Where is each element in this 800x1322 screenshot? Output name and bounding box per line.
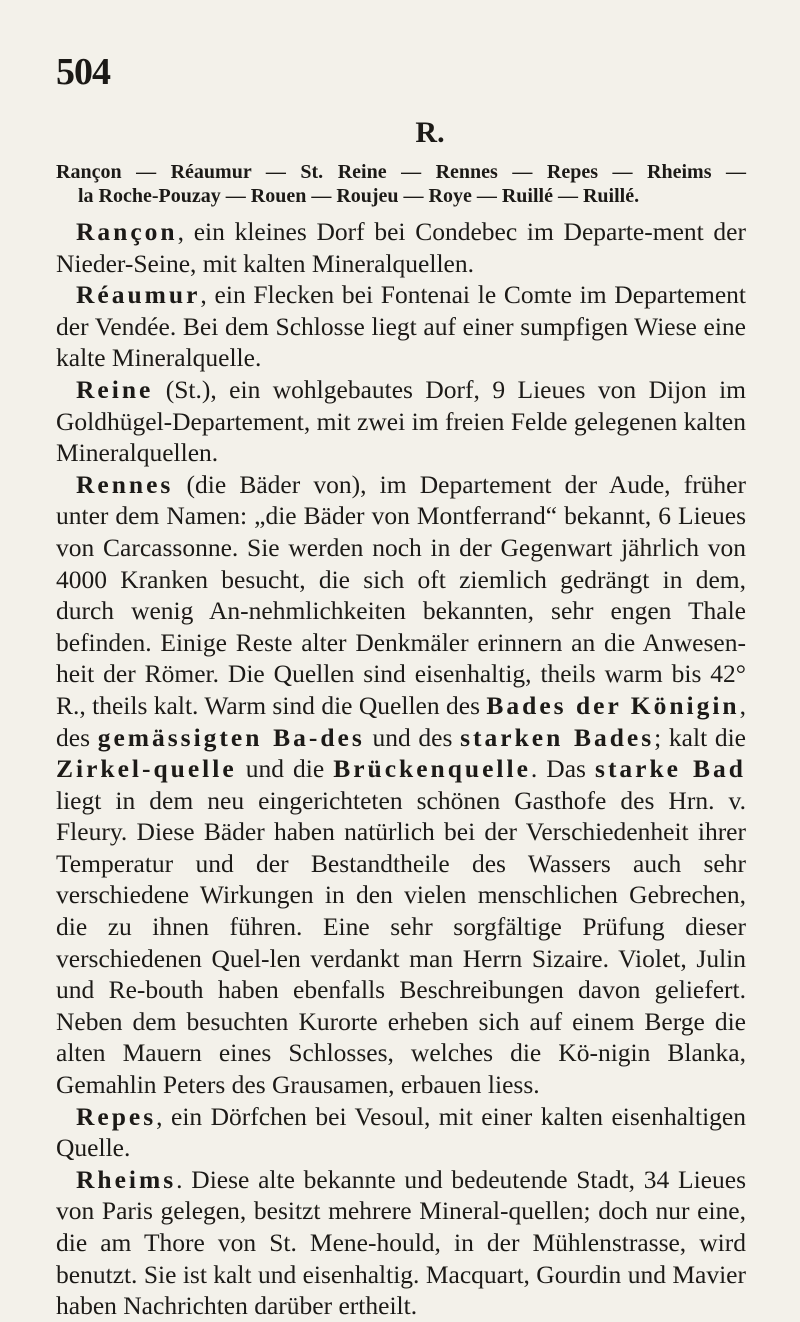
entry-text: (St.), ein wohlgebautes Dorf, 9 Lieues von Dijon im Goldhügel-Departement, mit zwei im freien Felde gelegenen kalten Mineralquellen. — [56, 374, 746, 468]
entry-term: Réaumur — [76, 280, 201, 310]
entry-text: ; kalt die — [654, 722, 746, 752]
entry-reaumur — [56, 279, 746, 374]
entry-rheims — [56, 1164, 746, 1322]
body-text — [56, 216, 746, 1322]
running-header — [56, 160, 746, 208]
page-number: 504 — [56, 51, 110, 93]
entry-reine — [56, 374, 746, 469]
entry-term: Rheims — [76, 1164, 177, 1194]
entry-rancon — [56, 216, 746, 279]
running-header-line-2: la Roche-Pouzay — Rouen — Roujeu — Roye — Ruillé — Ruillé. — [78, 185, 640, 207]
entry-text: und die — [236, 754, 334, 784]
entry-term: Repes — [76, 1101, 157, 1131]
entry-repes — [56, 1101, 746, 1164]
entry-term: Rançon — [76, 217, 178, 246]
entry-text: , ein Flecken bei Fontenai le Comte im Departement der Vendée. Bei dem Schlosse liegt auf einer sumpfigen Wiese eine kalte Mineralquelle. — [56, 280, 746, 373]
entry-rennes — [56, 469, 746, 1101]
entry-text: (die Bäder von), im Departement der Aude, früher unter dem Namen: „die Bäder von Montferrand“ bekannt, 6 Lieues von Carcassonne. Sie werden noch in der Gegenwart jährlich von 4000 Kranken besucht, die sich oft ziemlich gedrängt in dem, durch wenig An-nehmlichkeiten bekannten, sehr engen Thale befinden. Einige Reste alter Denkmäler erinnern an die Anwesen-heit der Römer. Die Quellen sind eisenhaltig, theils warm bis 42° R., theils kalt. Warm sind die Quellen des — [56, 469, 746, 720]
spaced-term: starke Bad — [595, 754, 746, 784]
spaced-term: Zirkel-quelle — [56, 754, 237, 784]
entry-text: liegt in dem neu eingerichteten schönen Gasthofe des Hrn. v. Fleury. Diese Bäder haben natürlich bei der Verschiedenheit ihrer Temperatur und der Bestandtheile des Wassers auch sehr verschiedene Wirkungen in den vielen menschlichen Gebrechen, die zu ihnen führen. Eine sehr sorgfältige Prüfung dieser verschiedenen Quel-len verdankt man Herrn Sizaire. Violet, Julin und Re-bouth haben ebenfalls Beschreibungen davon geliefert. Neben dem besuchten Kurorte erheben sich auf einem Berge die alten Mauern eines Schlosses, welches die Kö-nigin Blanka, Gemahlin Peters des Grausamen, erbauen liess. — [56, 785, 746, 1100]
entry-text: , des — [56, 690, 746, 752]
entry-text: und des — [364, 722, 461, 752]
spaced-term: Bades der Königin — [486, 690, 740, 720]
entry-text: , ein Dörfchen bei Vesoul, mit einer kalten eisenhaltigen Quelle. — [56, 1101, 746, 1163]
entry-term: Rennes — [76, 469, 174, 499]
section-letter: R. — [415, 116, 445, 149]
entry-text: , ein kleines Dorf bei Condebec im Departe-ment der Nieder-Seine, mit kalten Mineralquellen. — [56, 217, 746, 278]
entry-text: . Diese alte bekannte und bedeutende Stadt, 34 Lieues von Paris gelegen, besitzt mehrere Mineral-quellen; doch nur eine, die am Thore von St. Mene-hould, in der Mühlenstrasse, wird benutzt. Sie ist kalt und eisenhaltig. Macquart, Gourdin und Mavier haben Nachrichten darüber ertheilt. — [56, 1164, 746, 1321]
entry-text: . Das — [530, 754, 596, 784]
spaced-term: Brückenquelle — [333, 754, 531, 784]
spaced-term: starken Bades — [460, 722, 655, 752]
entry-term: Reine — [76, 374, 154, 404]
running-header-line-1: Rançon — Réaumur — St. Reine — Rennes — Repes — Rheims — — [56, 161, 746, 183]
spaced-term: gemässigten Ba-des — [97, 722, 365, 752]
